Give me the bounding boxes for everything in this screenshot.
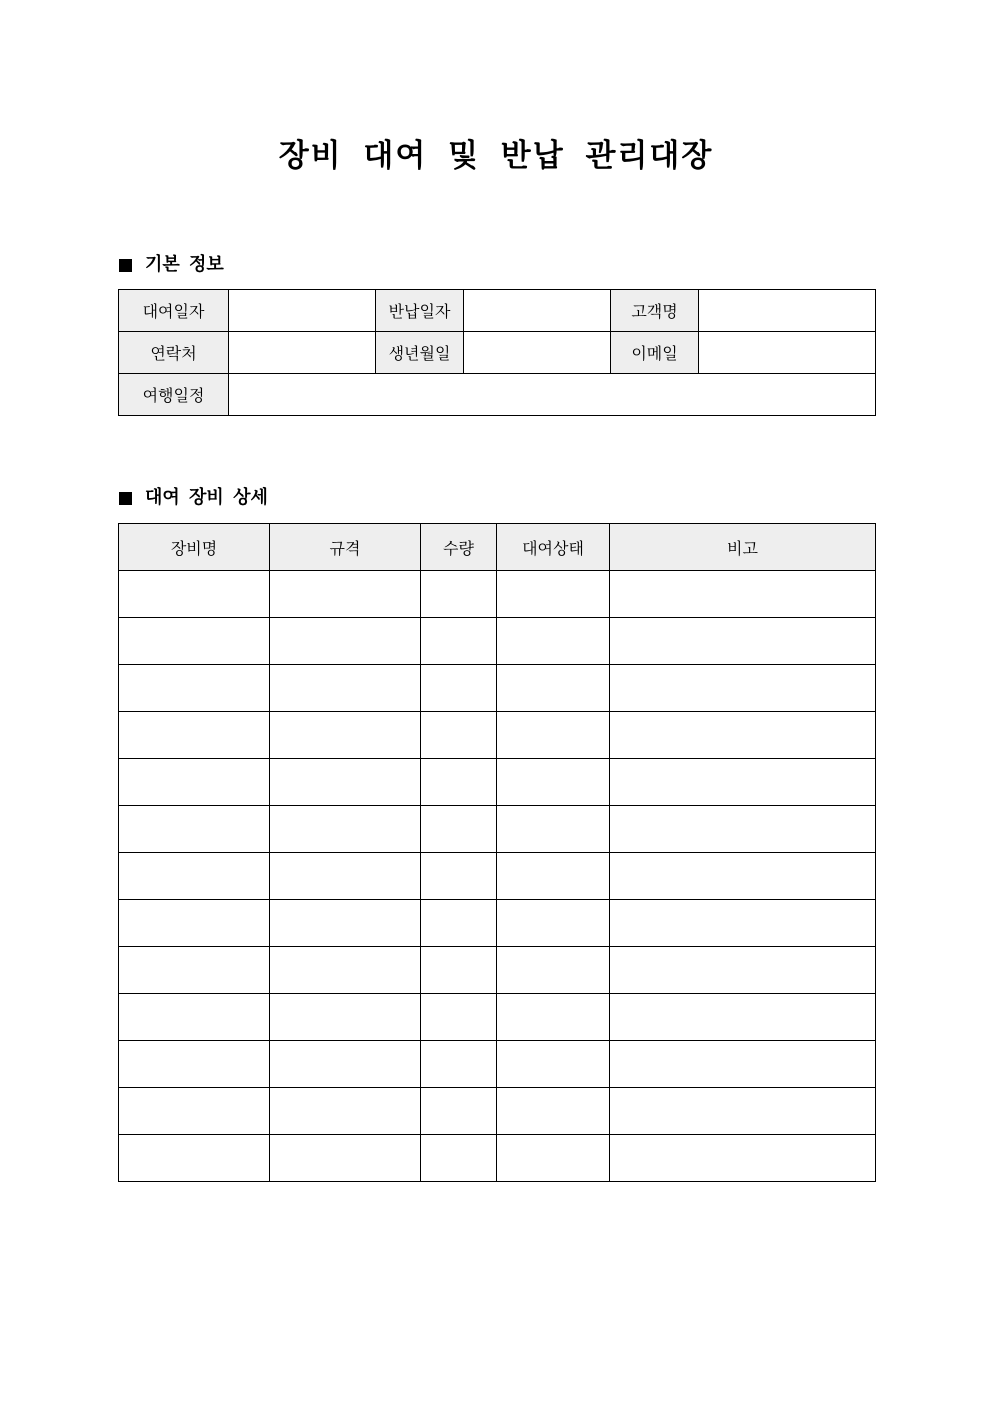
rental-status-cell[interactable] — [497, 806, 610, 853]
itinerary-field[interactable] — [229, 374, 876, 416]
equipment-name-cell[interactable] — [119, 759, 270, 806]
spec-cell[interactable] — [270, 759, 421, 806]
basic-info-row — [119, 290, 876, 332]
rental-status-cell[interactable] — [497, 571, 610, 618]
quantity-cell[interactable] — [421, 806, 497, 853]
spec-cell[interactable] — [270, 618, 421, 665]
table-row — [119, 759, 876, 806]
remarks-cell[interactable] — [610, 1041, 876, 1088]
rental-status-cell[interactable] — [497, 1135, 610, 1182]
contact-field[interactable] — [229, 332, 376, 374]
section-heading-basic-info — [119, 253, 224, 277]
remarks-cell[interactable] — [610, 712, 876, 759]
basic-info-table — [118, 289, 876, 416]
email-field[interactable] — [699, 332, 876, 374]
equipment-name-cell[interactable] — [119, 994, 270, 1041]
black-square-icon — [119, 492, 132, 505]
remarks-cell[interactable] — [610, 1135, 876, 1182]
return-date-label: 반납일자 — [376, 290, 464, 332]
equipment-name-cell[interactable] — [119, 806, 270, 853]
quantity-cell[interactable] — [421, 712, 497, 759]
quantity-cell[interactable] — [421, 571, 497, 618]
spec-cell[interactable] — [270, 994, 421, 1041]
quantity-cell[interactable] — [421, 1041, 497, 1088]
spec-cell[interactable] — [270, 947, 421, 994]
remarks-cell[interactable] — [610, 806, 876, 853]
table-row — [119, 618, 876, 665]
rental-status-cell[interactable] — [497, 1088, 610, 1135]
remarks-cell[interactable] — [610, 571, 876, 618]
spec-cell[interactable] — [270, 712, 421, 759]
itinerary-label: 여행일정 — [119, 374, 229, 416]
spec-cell[interactable] — [270, 571, 421, 618]
table-row — [119, 712, 876, 759]
quantity-cell[interactable] — [421, 900, 497, 947]
spec-cell[interactable] — [270, 853, 421, 900]
customer-name-label: 고객명 — [611, 290, 699, 332]
basic-info-row — [119, 332, 876, 374]
quantity-cell[interactable] — [421, 1088, 497, 1135]
column-header-rental-status: 대여상태 — [497, 524, 610, 571]
return-date-field[interactable] — [464, 290, 611, 332]
quantity-cell[interactable] — [421, 665, 497, 712]
table-header-row — [119, 524, 876, 571]
contact-label: 연락처 — [119, 332, 229, 374]
rental-date-field[interactable] — [229, 290, 376, 332]
equipment-name-cell[interactable] — [119, 947, 270, 994]
table-row — [119, 994, 876, 1041]
birth-date-label: 생년월일 — [376, 332, 464, 374]
table-row — [119, 947, 876, 994]
email-label: 이메일 — [611, 332, 699, 374]
rental-status-cell[interactable] — [497, 994, 610, 1041]
quantity-cell[interactable] — [421, 759, 497, 806]
column-header-remarks: 비고 — [610, 524, 876, 571]
equipment-name-cell[interactable] — [119, 1041, 270, 1088]
quantity-cell[interactable] — [421, 853, 497, 900]
remarks-cell[interactable] — [610, 994, 876, 1041]
quantity-cell[interactable] — [421, 1135, 497, 1182]
section-heading-label: 대여 장비 상세 — [145, 487, 268, 508]
column-header-spec: 규격 — [270, 524, 421, 571]
section-heading-rental-details — [119, 486, 268, 510]
equipment-name-cell[interactable] — [119, 665, 270, 712]
column-header-equipment-name: 장비명 — [119, 524, 270, 571]
equipment-name-cell[interactable] — [119, 1135, 270, 1182]
rental-status-cell[interactable] — [497, 1041, 610, 1088]
equipment-name-cell[interactable] — [119, 712, 270, 759]
section-heading-label: 기본 정보 — [145, 254, 224, 275]
rental-status-cell[interactable] — [497, 759, 610, 806]
column-header-quantity: 수량 — [421, 524, 497, 571]
remarks-cell[interactable] — [610, 947, 876, 994]
black-square-icon — [119, 259, 132, 272]
table-row — [119, 665, 876, 712]
spec-cell[interactable] — [270, 1088, 421, 1135]
spec-cell[interactable] — [270, 806, 421, 853]
equipment-name-cell[interactable] — [119, 1088, 270, 1135]
table-row — [119, 806, 876, 853]
customer-name-field[interactable] — [699, 290, 876, 332]
equipment-name-cell[interactable] — [119, 618, 270, 665]
rental-status-cell[interactable] — [497, 665, 610, 712]
spec-cell[interactable] — [270, 1135, 421, 1182]
remarks-cell[interactable] — [610, 853, 876, 900]
equipment-name-cell[interactable] — [119, 571, 270, 618]
basic-info-row — [119, 374, 876, 416]
quantity-cell[interactable] — [421, 618, 497, 665]
rental-status-cell[interactable] — [497, 853, 610, 900]
remarks-cell[interactable] — [610, 618, 876, 665]
rental-status-cell[interactable] — [497, 712, 610, 759]
page-title: 장비 대여 및 반납 관리대장 — [278, 138, 714, 174]
rental-status-cell[interactable] — [497, 900, 610, 947]
rental-details-table — [118, 523, 876, 1182]
equipment-name-cell[interactable] — [119, 900, 270, 947]
quantity-cell[interactable] — [421, 947, 497, 994]
equipment-name-cell[interactable] — [119, 853, 270, 900]
spec-cell[interactable] — [270, 1041, 421, 1088]
table-row — [119, 1041, 876, 1088]
remarks-cell[interactable] — [610, 900, 876, 947]
spec-cell[interactable] — [270, 900, 421, 947]
table-row — [119, 900, 876, 947]
rental-status-cell[interactable] — [497, 618, 610, 665]
remarks-cell[interactable] — [610, 665, 876, 712]
table-row — [119, 853, 876, 900]
remarks-cell[interactable] — [610, 1088, 876, 1135]
rental-status-cell[interactable] — [497, 947, 610, 994]
remarks-cell[interactable] — [610, 759, 876, 806]
spec-cell[interactable] — [270, 665, 421, 712]
quantity-cell[interactable] — [421, 994, 497, 1041]
table-row — [119, 1135, 876, 1182]
birth-date-field[interactable] — [464, 332, 611, 374]
rental-date-label: 대여일자 — [119, 290, 229, 332]
table-row — [119, 1088, 876, 1135]
table-row — [119, 571, 876, 618]
